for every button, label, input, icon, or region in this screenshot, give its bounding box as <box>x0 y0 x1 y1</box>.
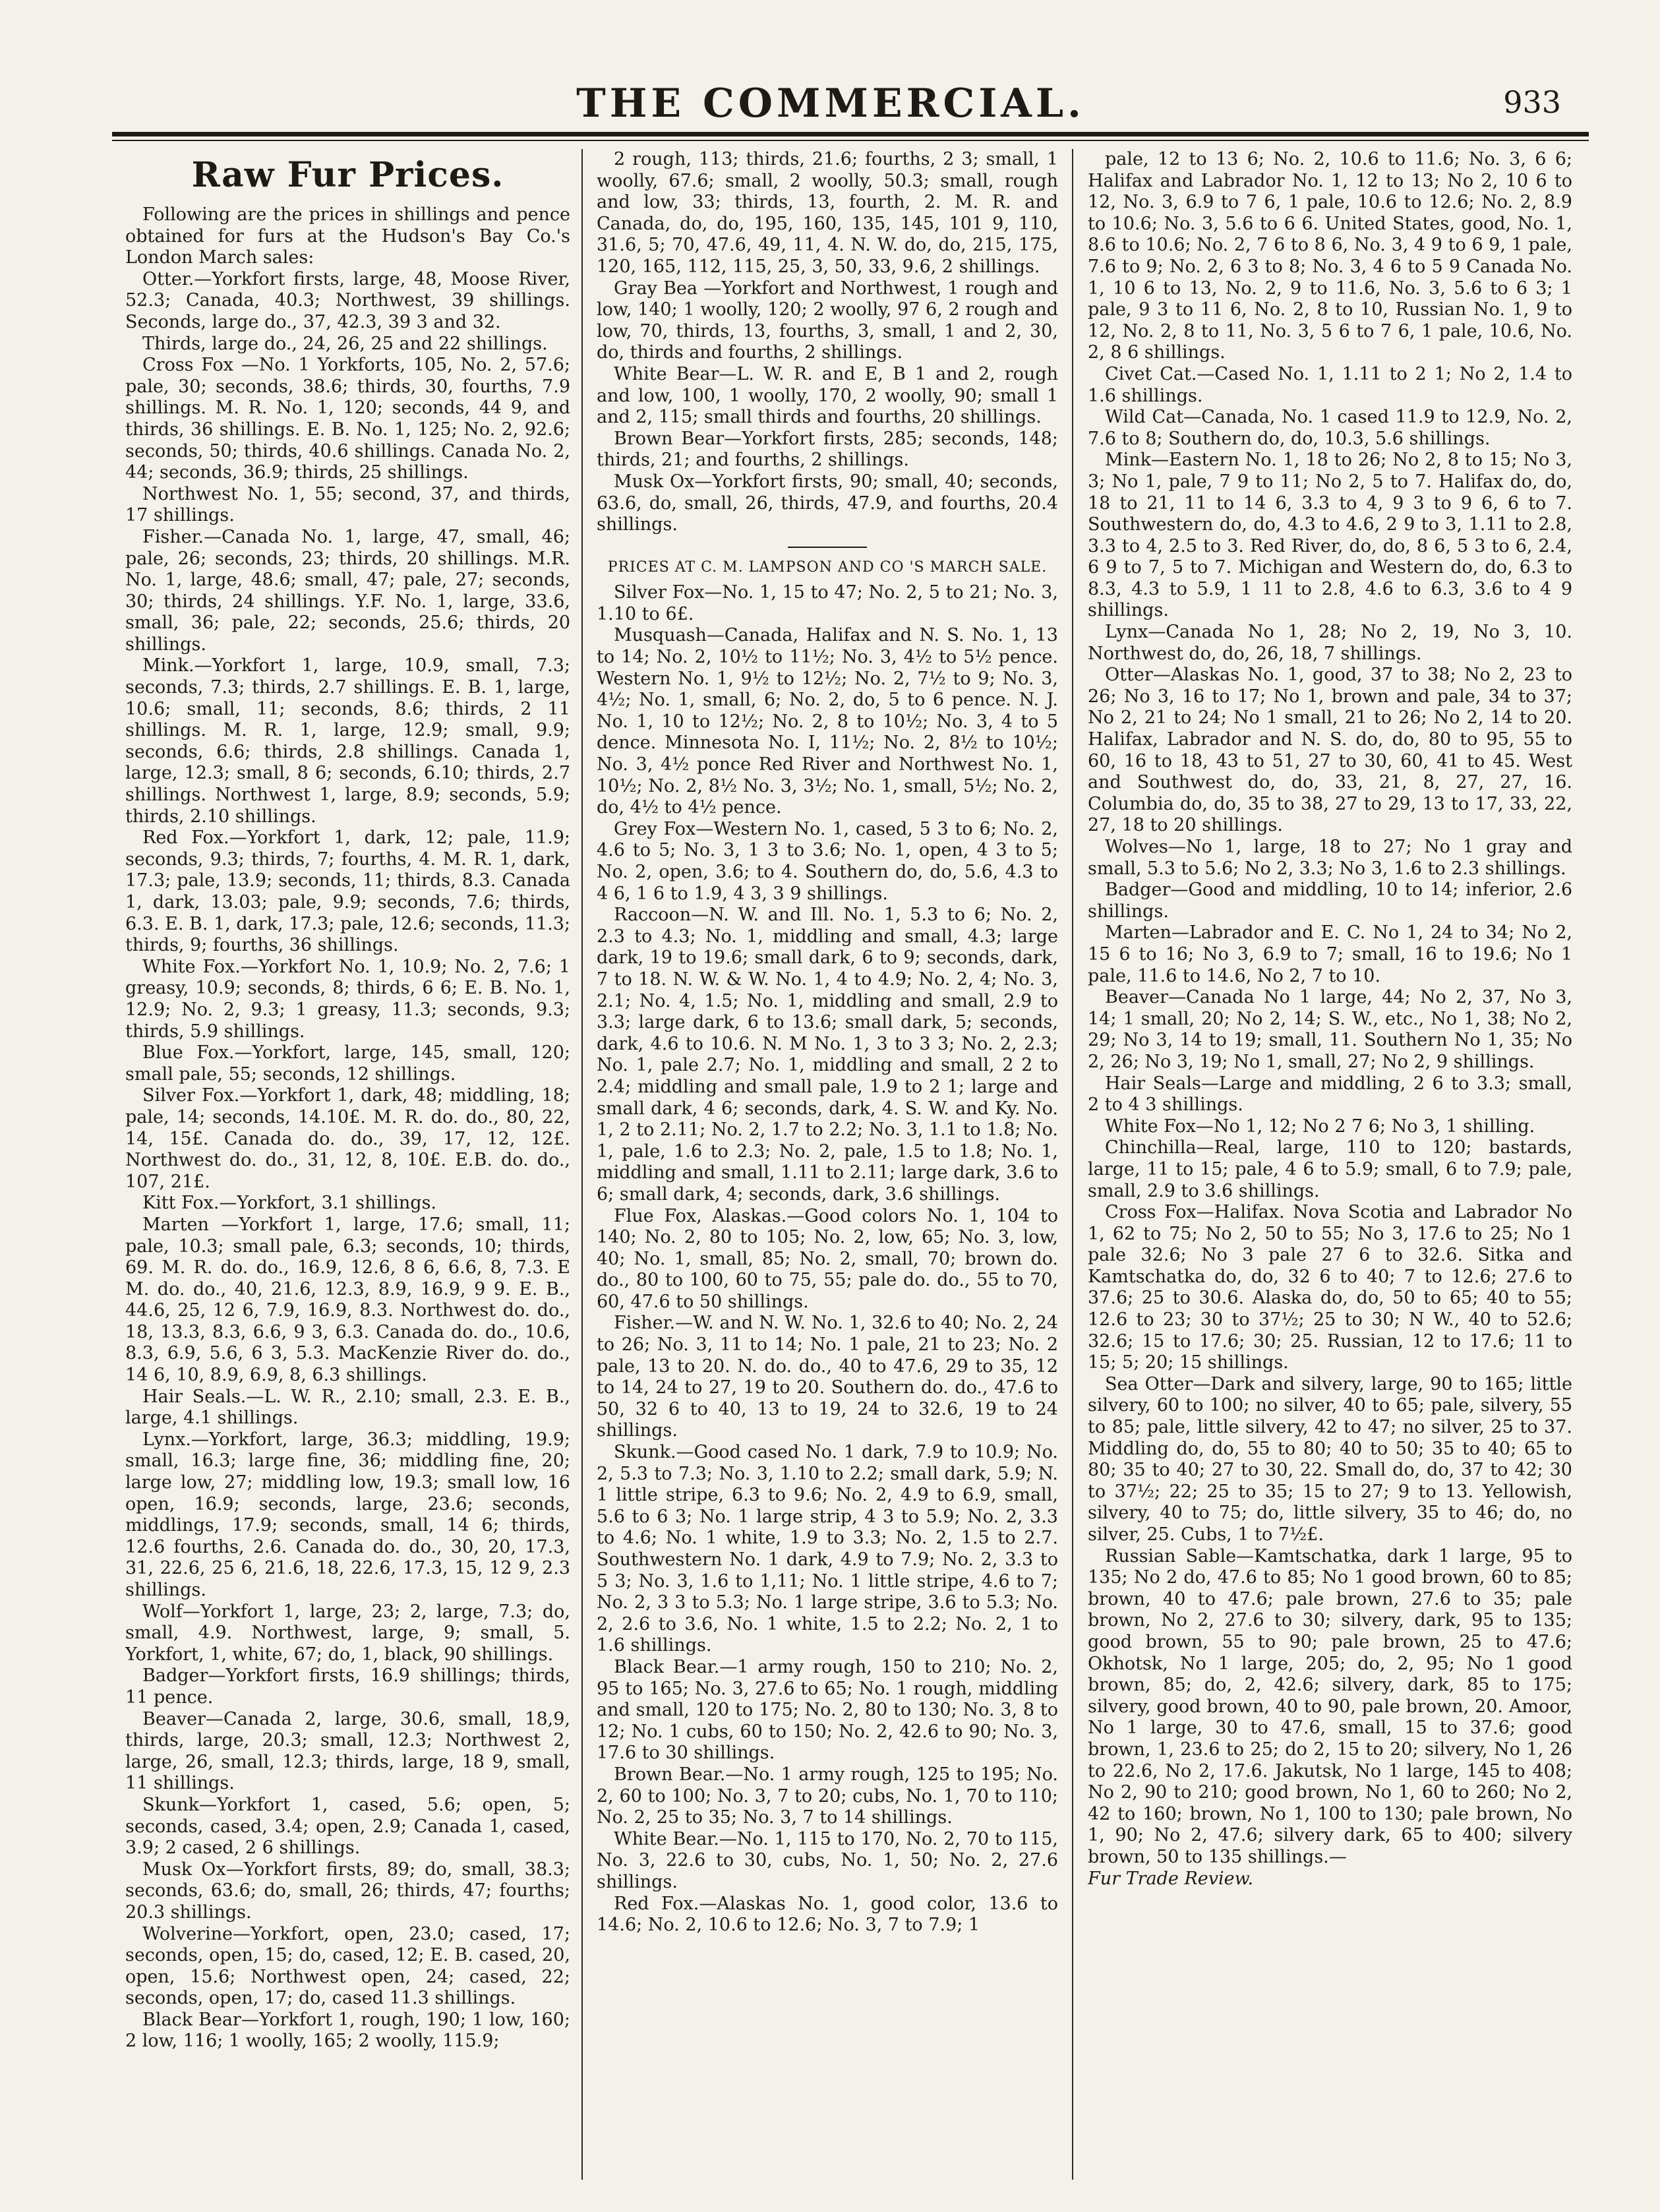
price-paragraph: Sea Otter—Dark and silvery, large, 90 to 165; little silvery, 60 to 100; no silver, 40 to 65; pale, silvery, 55 to 85; pale, little silvery, 42 to 47; no silver, 25 to 37. Middling do, do, 55 to 80; 40 to 50; 35 to 40; 65 to 80; 35 to 40; 27 to 30, 22. Small do, do, 37 to 42; 30 to 37½; 22; 25 to 35; 15 to 27; 9 to 13. Yellowish, silvery, 40 to 75; do, little silvery, 35 to 46; do, no silver, 25. Cubs, 1 to 7½£. <box>1088 1373 1572 1545</box>
price-paragraph: Musk Ox—Yorkfort firsts, 90; small, 40; seconds, 63.6, do, small, 26, thirds, 47.9, and fourths, 20.4 shillings. <box>597 471 1058 535</box>
article-heading: Raw Fur Prices. <box>191 155 504 195</box>
page-number: 933 <box>1503 84 1561 120</box>
price-paragraph: Marten —Yorkfort 1, large, 17.6; small, 11; pale, 10.3; small pale, 6.3; seconds, 10; thirds, 69. M. R. do. do., 16.9, 12.6, 8 6, 6.6, 8, 7.3. E M. do. do., 40, 21.6, 12.3, 8.9, 16.9, 9 9. E. B., 44.6, 25, 12 6, 7.9, 16.9, 8.3. Northwest do. do., 18, 13.3, 8.3, 6.6, 9 3, 6.3. Canada do. do., 10.6, 8.3, 6.9, 5.6, 6 3, 5.3. MacKenzie River do. do., 14 6, 10, 8.9, 6.9, 8, 6.3 shillings. <box>125 1214 570 1386</box>
column-3-body <box>1088 149 1572 1868</box>
price-paragraph: Raccoon—N. W. and Ill. No. 1, 5.3 to 6; No. 2, 2.3 to 4.3; No. 1, middling and small, 4.3; large dark, 19 to 19.6; small dark, 6 to 9; seconds, dark, 7 to 18. N. W. & W. No. 1, 4 to 4.9; No. 2, 4; No. 3, 2.1; No. 4, 1.5; No. 1, middling and small, 2.9 to 3.3; large dark, 6 to 13.6; small dark, 5; seconds, dark, 4.6 to 10.6. N. M No. 1, 3 to 3 3; No. 2, 2.3; No. 1, pale 2.7; No. 1, middling and small, 2 2 to 2.4; middling and small pale, 1.9 to 2 1; large and small dark, 4 6; seconds, dark, 4. S. W. and Ky. No. 1, 2 to 2.11; No. 2, 1.7 to 2.2; No. 3, 1.1 to 1.8; No. 1, pale, 1.6 to 2.3; No. 2, pale, 1.5 to 1.8; No. 1, middling and small, 1.11 to 2.11; large dark, 3.6 to 6; small dark, 4; seconds, dark, 3.6 shillings. <box>597 905 1058 1205</box>
column-3 <box>1088 149 1572 2167</box>
price-paragraph: White Fox—No 1, 12; No 2 7 6; No 3, 1 shilling. <box>1105 1116 1535 1137</box>
column-2-hudson-body <box>597 149 1058 536</box>
column-2 <box>597 149 1058 2167</box>
price-paragraph: 2 rough, 113; thirds, 21.6; fourths, 2 3; small, 1 woolly, 67.6; small, 2 woolly, 50.3; small, rough and low, 33; thirds, 13, fourth, 2. M. R. and Canada, do, do, 195, 160, 135, 145, 101 9, 110, 31.6, 5; 70, 47.6, 49, 11, 4. N. W. do, do, 215, 175, 120, 165, 112, 115, 25, 3, 50, 33, 9.6, 2 shillings. <box>597 149 1058 277</box>
price-paragraph: Beaver—Canada No 1 large, 44; No 2, 37, No 3, 14; 1 small, 20; No 2, 14; S. W., etc., No 1, 38; No 2, 29; No 3, 14 to 19; small, 11. Southern No 1, 35; No 2, 26; No 3, 19; No 1, small, 27; No 2, 9 shillings. <box>1088 987 1572 1072</box>
header-rule-thin <box>112 140 1589 141</box>
price-paragraph: Black Bear—Yorkfort 1, rough, 190; 1 low, 160; 2 low, 116; 1 woolly, 165; 2 woolly, 115.9; <box>125 2009 570 2052</box>
price-paragraph: Red Fox.—Yorkfort 1, dark, 12; pale, 11.9; seconds, 9.3; thirds, 7; fourths, 4. M. R. 1, dark, 17.3; pale, 13.9; seconds, 11; thirds, 8.3. Canada 1, dark, 13.03; pale, 9.9; seconds, 7.6; thirds, 6.3. E. B. 1, dark, 17.3; pale, 12.6; seconds, 11.3; thirds, 9; fourths, 36 shillings. <box>125 827 570 956</box>
price-paragraph: Skunk.—Good cased No. 1 dark, 7.9 to 10.9; No. 2, 5.3 to 7.3; No. 3, 1.10 to 2.2; small dark, 5.9; N. 1 little stripe, 6.3 to 9.6; No. 2, 4.9 to 6.9, small, 5.6 to 6 3; No. 1 large strip, 4 3 to 5.9; No. 2, 3.3 to 4.6; No. 1 white, 1.9 to 3.3; No. 2, 1.5 to 2.7. Southwestern No. 1 dark, 4.9 to 7.9; No. 2, 3.3 to 5 3; No. 3, 1.6 to 1,11; No. 1 little stripe, 4.6 to 7; No. 2, 3 3 to 5.3; No. 1 large stripe, 3.6 to 5.3; No. 2, 2.6 to 3.6, No. 1 white, 1.5 to 2.2; No. 2, 1 to 1.6 shillings. <box>597 1442 1058 1656</box>
article-source: Fur Trade Review. <box>1088 1868 1254 1889</box>
price-paragraph: Silver Fox—No. 1, 15 to 47; No. 2, 5 to 21; No. 3, 1.10 to 6£. <box>597 582 1058 624</box>
price-paragraph: Beaver—Canada 2, large, 30.6, small, 18,9, thirds, large, 20.3; small, 12.3; Northwest 2, large, 26, small, 12.3; thirds, large, 18 9, small, 11 shillings. <box>125 1708 570 1794</box>
price-paragraph: Badger—Good and middling, 10 to 14; inferior, 2.6 shillings. <box>1088 880 1572 922</box>
price-paragraph: Wild Cat—Canada, No. 1 cased 11.9 to 12.9, No. 2, 7.6 to 8; Southern do, do, 10.3, 5.6 shillings. <box>1088 407 1572 449</box>
price-paragraph: Mink.—Yorkfort 1, large, 10.9, small, 7.3; seconds, 7.3; thirds, 2.7 shillings. E. B. 1, large, 10.6; small, 11; seconds, 8.6; thirds, 2 11 shillings. M. R. 1, large, 12.9; small, 9.9; seconds, 6.6; thirds, 2.8 shillings. Canada 1, large, 12.3; small, 8 6; seconds, 6.10; thirds, 2.7 shillings. Northwest 1, large, 8.9; seconds, 5.9; thirds, 2.10 shillings. <box>125 655 570 827</box>
price-paragraph: Chinchilla—Real, large, 110 to 120; bastards, large, 11 to 15; pale, 4 6 to 5.9; small, 6 to 7.9; pale, small, 2.9 to 3.6 shillings. <box>1088 1137 1572 1201</box>
column-1-body <box>125 204 570 2052</box>
column-divider-2 <box>1072 149 1073 2180</box>
price-paragraph: Mink—Eastern No. 1, 18 to 26; No 2, 8 to 15; No 3, 3; No 1, pale, 7 9 to 11; No 2, 5 to 7. Halifax do, do, 18 to 21, 11 to 14 6, 3.3 to 4, 9 3 to 9 6, 6 to 7. Southwestern do, do, 4.3 to 4.6, 2 9 to 3, 1.11 to 2.8, 3.3 to 4, 2.5 to 3. Red River, do, do, 8 6, 5 3 to 6, 2.4, 6 9 to 7, 5 to 7. Michigan and Western do, do, 6.3 to 8.3, 4.3 to 5.9, 1 11 to 2.8, 4.6 to 6.3, 3.6 to 4 9 shillings. <box>1088 450 1572 621</box>
price-paragraph: Following are the prices in shillings and pence obtained for furs at the Hudson's Bay Co.'s London March sales: <box>125 204 570 268</box>
price-paragraph: Northwest No. 1, 55; second, 37, and thirds, 17 shillings. <box>125 483 570 526</box>
price-paragraph: Fisher.—W. and N. W. No. 1, 32.6 to 40; No. 2, 24 to 26; No. 3, 11 to 14; No. 1 pale, 21 to 23; No. 2 pale, 13 to 20. N. do. do., 40 to 47.6, 29 to 35, 12 to 14, 24 to 27, 19 to 20. Southern do. do., 47.6 to 50, 32 6 to 40, 13 to 19, 24 to 32.6, 19 to 24 shillings. <box>597 1313 1058 1441</box>
price-paragraph: Brown Bear—Yorkfort firsts, 285; seconds, 148; thirds, 21; and fourths, 2 shillings. <box>597 428 1058 471</box>
price-paragraph: White Bear.—No. 1, 115 to 170, No. 2, 70 to 115, No. 3, 22.6 to 30, cubs, No. 1, 50; No. 2, 27.6 shillings. <box>597 1828 1058 1892</box>
price-paragraph: Lynx—Canada No 1, 28; No 2, 19, No 3, 10. Northwest do, do, 26, 18, 7 shillings. <box>1088 622 1572 664</box>
price-paragraph: pale, 12 to 13 6; No. 2, 10.6 to 11.6; No. 3, 6 6; Halifax and Labrador No. 1, 12 to 13; No 2, 10 6 to 12, No. 3, 6.9 to 7 6, 1 pale, 10.6 to 12.6; No. 2, 8.9 to 10.6; No. 3, 5.6 to 6 6. United States, good, No. 1, 8.6 to 10.6; No. 2, 7 6 to 8 6, No. 3, 4 9 to 6 9, 1 pale, 7.6 to 9; No. 2, 6 3 to 8; No. 3, 4 6 to 5 9 Canada No. 1, 10 6 to 13, No. 2, 9 to 11.6, No. 3, 5.6 to 6 3; 1 pale, 9 3 to 11 6, No. 2, 8 to 10, Russian No. 1, 9 to 12, No. 2, 8 to 11, No. 3, 5 6 to 7 6, 1 pale, 10.6, No. 2, 8 6 shillings. <box>1088 149 1572 363</box>
price-paragraph: Fisher.—Canada No. 1, large, 47, small, 46; pale, 26; seconds, 23; thirds, 20 shillings. M.R. No. 1, large, 48.6; small, 47; pale, 27; seconds, 30; thirds, 24 shillings. Y.F. No. 1, large, 33.6, small, 36; pale, 22; seconds, 25.6; thirds, 20 shillings. <box>125 526 570 655</box>
column-1 <box>125 149 570 2167</box>
price-paragraph: Wolverine—Yorkfort, open, 23.0; cased, 17; seconds, open, 15; do, cased, 12; E. B. cased, 20, open, 15.6; Northwest open, 24; cased, 22; seconds, open, 17; do, cased 11.3 shillings. <box>125 1923 570 2009</box>
price-paragraph: Cross Fox —No. 1 Yorkforts, 105, No. 2, 57.6; pale, 30; seconds, 38.6; thirds, 30, fourths, 7.9 shillings. M. R. No. 1, 120; seconds, 44 9, and thirds, 36 shillings. E. B. No. 1, 125; No. 2, 92.6; seconds, 50; thirds, 40.6 shillings. Canada No. 2, 44; seconds, 36.9; thirds, 25 shillings. <box>125 355 570 483</box>
price-paragraph: Hair Seals.—L. W. R., 2.10; small, 2.3. E. B., large, 4.1 shillings. <box>125 1386 570 1429</box>
price-paragraph: Russian Sable—Kamtschatka, dark 1 large, 95 to 135; No 2 do, 47.6 to 85; No 1 good brown, 60 to 85; brown, 40 to 47.6; pale brown, 27.6 to 35; pale brown, No 2, 27.6 to 30; silvery, dark, 95 to 135; good brown, 55 to 90; pale brown, 25 to 47.6; Okhotsk, No 1 large, 205; do, 2, 95; No 1 good brown, 85; do, 2, 42.6; silvery, dark, 85 to 175; silvery, good brown, 40 to 90, pale brown, 20. Amoor, No 1 large, 30 to 47.6, small, 15 to 37.6; good brown, 1, 23.6 to 25; do 2, 15 to 20; silvery, No 1, 26 to 22.6, No 2, 17.6. Jakutsk, No 1 large, 145 to 408; No 2, 90 to 210; good brown, No 1, 60 to 260; No 2, 42 to 160; brown, No 1, 100 to 130; pale brown, No 1, 90; No 2, 47.6; silvery dark, 65 to 400; silvery brown, 50 to 135 shillings.— <box>1088 1545 1572 1867</box>
price-paragraph: Gray Bea —Yorkfort and Northwest, 1 rough and low, 140; 1 woolly, 120; 2 woolly, 97 6, 2 rough and low, 70, thirds, 13, fourths, 3, small, 1 and 2, 30, do, thirds and fourths, 2 shillings. <box>597 278 1058 363</box>
price-paragraph: Lynx.—Yorkfort, large, 36.3; middling, 19.9; small, 16.3; large fine, 36; middling fine, 20; large low, 27; middling low, 19.3; small low, 16 open, 16.9; seconds, large, 23.6; seconds, middlings, 17.9; seconds, small, 14 6; thirds, 12.6 fourths, 2.6. Canada do. do., 30, 20, 17.3, 31, 22.6, 25 6, 21.6, 18, 22.6, 17.3, 15, 12 9, 2.3 shillings. <box>125 1429 570 1600</box>
price-paragraph: Thirds, large do., 24, 26, 25 and 22 shillings. <box>142 333 548 354</box>
price-paragraph: Otter.—Yorkfort firsts, large, 48, Moose River, 52.3; Canada, 40.3; Northwest, 39 shillings. Seconds, large do., 37, 42.3, 39 3 and 32. <box>125 268 570 332</box>
price-paragraph: Grey Fox—Western No. 1, cased, 5 3 to 6; No. 2, 4.6 to 5; No. 3, 1 3 to 3.6; No. 1, open, 4 3 to 5; No. 2, open, 3.6; to 4. Southern do, do, 5.6, 4.3 to 4 6, 1 6 to 1.9, 4 3, 3 9 shillings. <box>597 818 1058 904</box>
price-paragraph: Hair Seals—Large and middling, 2 6 to 3.3; small, 2 to 4 3 shillings. <box>1088 1073 1572 1116</box>
lampson-sale-heading: PRICES AT C. M. LAMPSON AND CO 'S MARCH SALE. <box>607 558 1048 576</box>
newspaper-title: THE COMMERCIAL. <box>576 80 1085 127</box>
price-paragraph: Wolves—No 1, large, 18 to 27; No 1 gray and small, 5.3 to 5.6; No 2, 3.3; No 3, 1.6 to 2.3 shillings. <box>1088 837 1572 879</box>
price-paragraph: White Fox.—Yorkfort No. 1, 10.9; No. 2, 7.6; 1 greasy, 10.9; seconds, 8; thirds, 6 6; E. B. No. 1, 12.9; No. 2, 9.3; 1 greasy, 11.3; seconds, 9.3; thirds, 5.9 shillings. <box>125 956 570 1042</box>
price-paragraph: Red Fox.—Alaskas No. 1, good color, 13.6 to 14.6; No. 2, 10.6 to 12.6; No. 3, 7 to 7.9; 1 <box>597 1893 1058 1936</box>
price-paragraph: Black Bear.—1 army rough, 150 to 210; No. 2, 95 to 165; No. 3, 27.6 to 65; No. 1 rough, middling and small, 120 to 175; No. 2, 80 to 130; No. 3, 8 to 12; No. 1 cubs, 60 to 150; No. 2, 42.6 to 90; No. 3, 17.6 to 30 shillings. <box>597 1656 1058 1764</box>
price-paragraph: Brown Bear.—No. 1 army rough, 125 to 195; No. 2, 60 to 100; No. 3, 7 to 20; cubs, No. 1, 70 to 110; No. 2, 25 to 35; No. 3, 7 to 14 shillings. <box>597 1764 1058 1828</box>
price-paragraph: Civet Cat.—Cased No. 1, 1.11 to 2 1; No 2, 1.4 to 1.6 shillings. <box>1088 363 1572 406</box>
price-paragraph: Wolf—Yorkfort 1, large, 23; 2, large, 7.3; do, small, 4.9. Northwest, large, 9; small, 5. Yorkfort, 1, white, 67; do, 1, black, 90 shillings. <box>125 1601 570 1665</box>
price-paragraph: Otter—Alaskas No. 1, good, 37 to 38; No 2, 23 to 26; No 3, 16 to 17; No 1, brown and pale, 34 to 37; No 2, 21 to 24; No 1 small, 21 to 26; No 2, 14 to 20. Halifax, Labrador and N. S. do, do, 80 to 95, 55 to 60, 16 to 18, 43 to 51, 27 to 30, 60, 41 to 45. West and Southwest do, do, 33, 21, 8, 27, 27, 16. Columbia do, do, 35 to 38, 27 to 29, 13 to 17, 33, 22, 27, 18 to 20 shillings. <box>1088 665 1572 836</box>
price-paragraph: White Bear—L. W. R. and E, B 1 and 2, rough and low, 100, 1 woolly, 170, 2 woolly, 90; small 1 and 2, 115; small thirds and fourths, 20 shillings. <box>597 363 1058 428</box>
price-paragraph: Musquash—Canada, Halifax and N. S. No. 1, 13 to 14; No. 2, 10½ to 11½; No. 3, 4½ to 5½ pence. Western No. 1, 9½ to 12½; No. 2, 7½ to 9; No. 3, 4½; No. 1, small, 6; No. 2, do, 5 to 6 pence. N. J. No. 1, 10 to 12½; No. 2, 8 to 10½; No. 3, 4 to 5 dence. Minnesota No. I, 11½; No. 2, 8½ to 10½; No. 3, 4½ ponce Red River and Northwest No. 1, 10½; No. 2, 8½ No. 3, 3½; No. 1, small, 5½; No. 2, do, 4½ to 4½ pence. <box>597 625 1058 818</box>
column-2-lampson-body <box>597 582 1058 1936</box>
price-paragraph: Marten—Labrador and E. C. No 1, 24 to 34; No 2, 15 6 to 16; No 3, 6.9 to 7; small, 16 to 19.6; No 1 pale, 11.6 to 14.6, No 2, 7 to 10. <box>1088 922 1572 986</box>
price-paragraph: Cross Fox—Halifax. Nova Scotia and Labrador No 1, 62 to 75; No 2, 50 to 55; No 3, 17.6 to 25; No 1 pale 32.6; No 3 pale 27 6 to 32.6. Sitka and Kamtschatka do, do, 32 6 to 40; 7 to 12.6; 27.6 to 37.6; 25 to 30.6. Alaska do, do, 50 to 65; 40 to 55; 12.6 to 23; 30 to 37½; 25 to 30; N W., 40 to 52.6; 32.6; 15 to 17.6; 30; 25. Russian, 12 to 17.6; 11 to 15; 5; 20; 15 shillings. <box>1088 1202 1572 1373</box>
price-paragraph: Blue Fox.—Yorkfort, large, 145, small, 120; small pale, 55; seconds, 12 shillings. <box>125 1042 570 1085</box>
price-paragraph: Flue Fox, Alaskas.—Good colors No. 1, 104 to 140; No. 2, 80 to 105; No. 2, low, 65; No. 3, low, 40; No. 1, small, 85; No. 2, small, 70; brown do. do., 80 to 100, 60 to 75, 55; pale do. do., 55 to 70, 60, 47.6 to 50 shillings. <box>597 1205 1058 1312</box>
masthead <box>0 0 1660 132</box>
header-rule-thick <box>112 132 1589 136</box>
price-paragraph: Skunk—Yorkfort 1, cased, 5.6; open, 5; seconds, cased, 3.4; open, 2.9; Canada 1, cased, 3.9; 2 cased, 2 6 shillings. <box>125 1794 570 1859</box>
price-paragraph: Musk Ox—Yorkfort firsts, 89; do, small, 38.3; seconds, 63.6; do, small, 26; thirds, 47; fourths; 20.3 shillings. <box>125 1859 570 1923</box>
price-paragraph: Kitt Fox.—Yorkfort, 3.1 shillings. <box>142 1193 437 1214</box>
price-paragraph: Silver Fox.—Yorkfort 1, dark, 48; middling, 18; pale, 14; seconds, 14.10£. M. R. do. do., 80, 22, 14, 15£. Canada do. do., 39, 17, 12, 12£. Northwest do. do., 31, 12, 8, 10£. E.B. do. do., 107, 21£. <box>125 1085 570 1192</box>
price-paragraph: Badger—Yorkfort firsts, 16.9 shillings; thirds, 11 pence. <box>125 1665 570 1708</box>
section-separator <box>788 547 867 548</box>
column-divider-1 <box>581 149 583 2180</box>
